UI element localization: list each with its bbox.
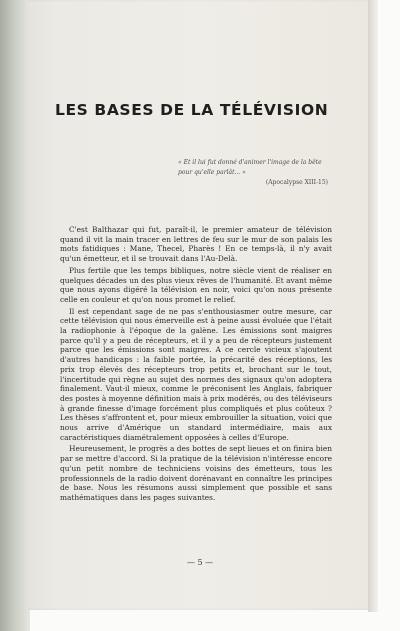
epigraph-reference: (Apocalypse XIII-15) bbox=[265, 179, 328, 186]
paragraph: Heureusement, le progrès a des bottes de sept lieues et on finira bien par se mettre d'accord. Si la pratique de la télévision n'intéresse encore qu'un petit nombre de techniciens voisins des émetteurs, tous les professionnels de la radio doivent dorénavant en connaître les principes de base. Nous les résumons aussi simplement que possible et sans mathématiques dans les pages suivantes. bbox=[60, 444, 332, 502]
paragraph: C'est Balthazar qui fut, paraît-il, le premier amateur de télévision quand il vit la main tracer en lettres de feu sur le mur de son palais les mots fatidiques : Mane, Thecel, Pharès ! En ce temps-là, il n'y avait qu'un émetteur, et il se trouvait dans l'Au-Delà. bbox=[60, 225, 332, 264]
book-spine bbox=[0, 0, 30, 631]
chapter-title: LES BASES DE LA TÉLÉVISION bbox=[55, 101, 329, 119]
paragraph: Il est cependant sage de ne pas s'enthousiasmer outre mesure, car cette télévision qui nous émerveille est à peine aussi évoluée que l'était la radiophonie à l'époque de la galène. Les émissions sont maigres parce qu'il y a peu de récepteurs, et il y a peu de récepteurs justement parce que les émissions sont maigres. A ce cercle vicieux s'ajoutent d'autres handicaps : la faible portée, la précarité des réceptions, les prix trop élevés des récepteurs trop petits et, brochant sur le tout, l'incertitude qui règne au sujet des normes des signaux qu'on adoptera finalement. Vaut-il mieux, comme le préconisent les Anglais, fabriquer des postes à moyenne définition mais à prix modérés, ou des téléviseurs à grande finesse d'image forcément plus compliqués et plus coûteux ? Les thèses s'affrontent et, pour mieux embrouiller la situation, voici que nous arrive d'Amérique un standard intermédiaire, mais aux caractéristiques diamétralement opposées à celles d'Europe. bbox=[60, 306, 332, 442]
epigraph-quote: « Et il lui fut donné d'animer l'image de la bête pour qu'elle parlât... » bbox=[178, 159, 322, 176]
page-edge bbox=[368, 0, 378, 612]
page-number: — 5 — bbox=[186, 558, 214, 567]
body-text bbox=[60, 225, 332, 505]
paragraph: Plus fertile que les temps bibliques, notre siècle vient de réaliser en quelques décades un des plus vieux rêves de l'humanité. Et avant même que nous ayons digéré la télévision en noir, voici qu'on nous présente celle en couleur et qu'on nous promet le relief. bbox=[60, 265, 332, 304]
epigraph bbox=[178, 158, 328, 188]
